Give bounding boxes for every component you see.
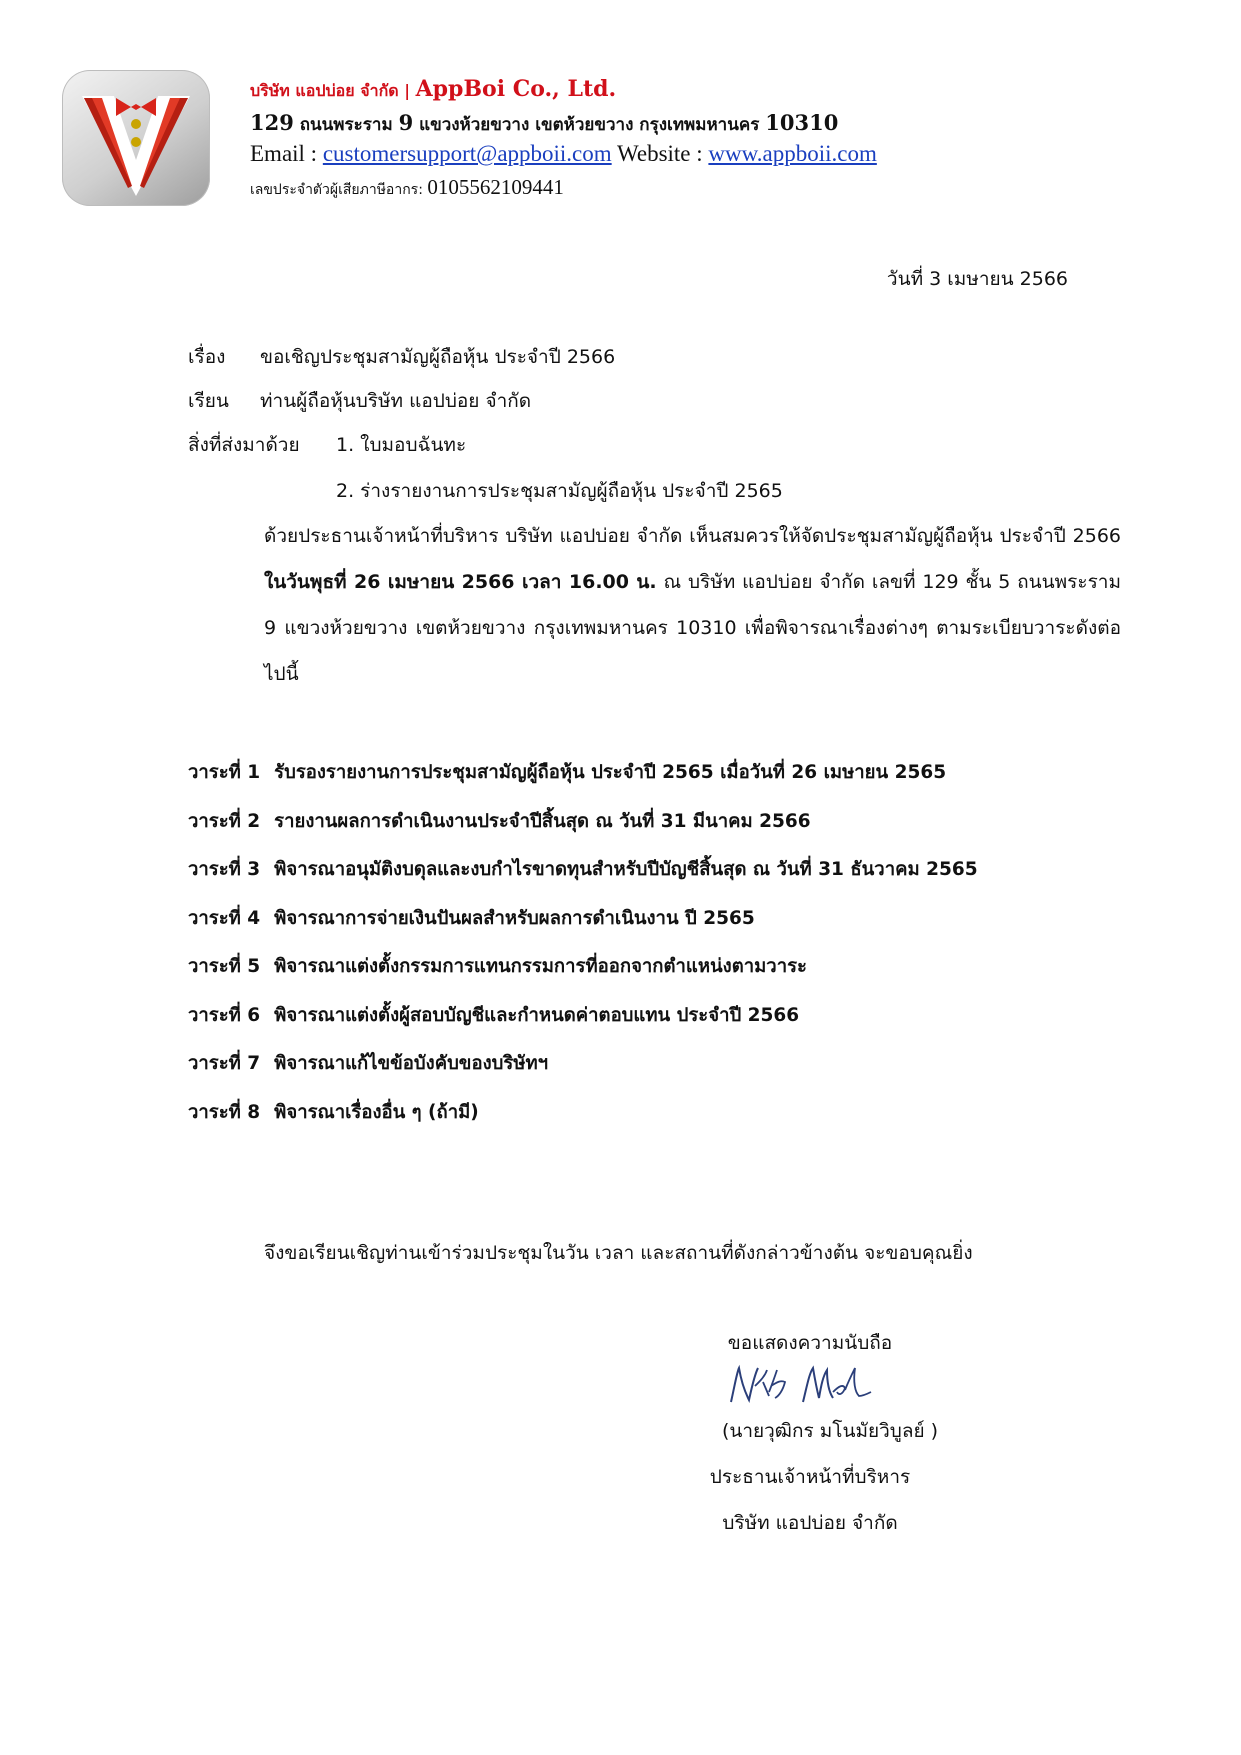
agenda-text: พิจารณาอนุมัติงบดุลและงบกำไรขาดทุนสำหรับปีบัญชีสิ้นสุด ณ วันที่ 31 ธันวาคม 2565	[274, 859, 978, 880]
agenda-text: รับรองรายงานการประชุมสามัญผู้ถือหุ้น ประจำปี 2565 เมื่อวันที่ 26 เมษายน 2565	[274, 762, 947, 783]
website-link[interactable]: www.appboii.com	[708, 141, 877, 166]
to-label: เรียน	[188, 390, 229, 412]
letter-date: วันที่ 3 เมษายน 2566	[886, 268, 1068, 290]
tax-id-value: 0105562109441	[427, 175, 564, 199]
agenda-number: วาระที่ 4	[188, 907, 261, 929]
enclosure-item: 2. ร่างรายงานการประชุมสามัญผู้ถือหุ้น ประจำปี 2565	[336, 480, 783, 502]
agenda-number: วาระที่ 8	[188, 1101, 261, 1123]
meeting-datetime: ในวันพุธที่ 26 เมษายน 2566 เวลา 16.00 น.	[264, 571, 657, 593]
email-link[interactable]: customersupport@appboii.com	[322, 141, 612, 166]
signer-company: บริษัท แอปบ่อย จำกัด	[722, 1512, 898, 1534]
agenda-text: พิจารณาเรื่องอื่น ๆ (ถ้ามี)	[274, 1101, 479, 1123]
to-text: ท่านผู้ถือหุ้นบริษัท แอปบ่อย จำกัด	[260, 390, 532, 412]
email-label: Email :	[250, 141, 323, 166]
agenda-item	[188, 807, 978, 856]
agenda-item	[188, 1049, 978, 1098]
agenda-number: วาระที่ 5	[188, 956, 261, 977]
company-name	[250, 76, 616, 104]
website-label: Website :	[611, 141, 709, 166]
company-name-english: AppBoi Co., Ltd.	[415, 76, 617, 102]
agenda-item	[188, 758, 978, 807]
tax-id-label: เลขประจำตัวผู้เสียภาษีอากร:	[250, 182, 428, 198]
signer-name: (นายวุฒิกร มโนมัยวิบูลย์ )	[721, 1420, 939, 1442]
enclosure-label: สิ่งที่ส่งมาด้วย	[188, 434, 300, 456]
signer-title: ประธานเจ้าหน้าที่บริหาร	[709, 1466, 911, 1488]
tax-id	[250, 175, 564, 201]
agenda-item	[188, 1098, 978, 1147]
agenda-text: พิจารณาการจ่ายเงินปันผลสำหรับผลการดำเนินงาน ปี 2565	[274, 907, 755, 929]
agenda-text: รายงานผลการดำเนินงานประจำปีสิ้นสุด ณ วันที่ 31 มีนาคม 2566	[274, 810, 811, 832]
agenda-number: วาระที่ 7	[188, 1053, 261, 1074]
subject-text: ขอเชิญประชุมสามัญผู้ถือหุ้น ประจำปี 2566	[260, 346, 616, 368]
company-address: 129 ถนนพระราม 9 แขวงห้วยขวาง เขตห้วยขวาง กรุงเทพมหานคร 10310	[250, 110, 839, 135]
agenda-text: พิจารณาแต่งตั้งกรรมการแทนกรรมการที่ออกจากตำแหน่งตามวาระ	[274, 956, 807, 977]
company-logo	[62, 70, 210, 206]
agenda-item	[188, 1001, 978, 1050]
agenda-text: พิจารณาแต่งตั้งผู้สอบบัญชีและกำหนดค่าตอบแทน ประจำปี 2566	[274, 1004, 800, 1026]
agenda-number: วาระที่ 3	[188, 859, 261, 880]
company-name-thai: บริษัท แอปบ่อย จำกัด |	[250, 81, 416, 100]
agenda-number: วาระที่ 1	[188, 762, 261, 783]
body-paragraph: ด้วยประธานเจ้าหน้าที่บริหาร บริษัท แอปบ่อย จำกัด เห็นสมควรให้จัดประชุมสามัญผู้ถือหุ้น ประจำปี 2566 ในวันพุธที่ 26 เมษายน 2566 เวลา 16.00 น. ณ บริษัท แอปบ่อย จำกัด เลขที่ 129 ชั้น 5 ถนนพระราม 9 แขวงห้วยขวาง เขตห้วยขวาง กรุงเทพมหานคร 10310 เพื่อพิจารณาเรื่องต่างๆ ตามระเบียบวาระดังต่อไปนี้	[264, 525, 1121, 685]
subject-label: เรื่อง	[188, 346, 226, 368]
agenda-number: วาระที่ 2	[188, 810, 261, 832]
contact-info	[250, 141, 877, 167]
enclosure-item: 1. ใบมอบฉันทะ	[336, 434, 467, 456]
tuxedo-logo-icon	[62, 70, 210, 206]
signature-image	[725, 1362, 875, 1410]
agenda-text: พิจารณาแก้ไขข้อบังคับของบริษัทฯ	[274, 1053, 549, 1074]
agenda-list	[188, 758, 978, 1146]
agenda-item	[188, 952, 978, 1001]
agenda-item	[188, 904, 978, 953]
agenda-item	[188, 855, 978, 904]
regards-text: ขอแสดงความนับถือ	[727, 1332, 893, 1354]
agenda-number: วาระที่ 6	[188, 1004, 261, 1026]
closing-invitation: จึงขอเรียนเชิญท่านเข้าร่วมประชุมในวัน เวลา และสถานที่ดังกล่าวข้างต้น จะขอบคุณยิ่ง	[264, 1242, 973, 1264]
